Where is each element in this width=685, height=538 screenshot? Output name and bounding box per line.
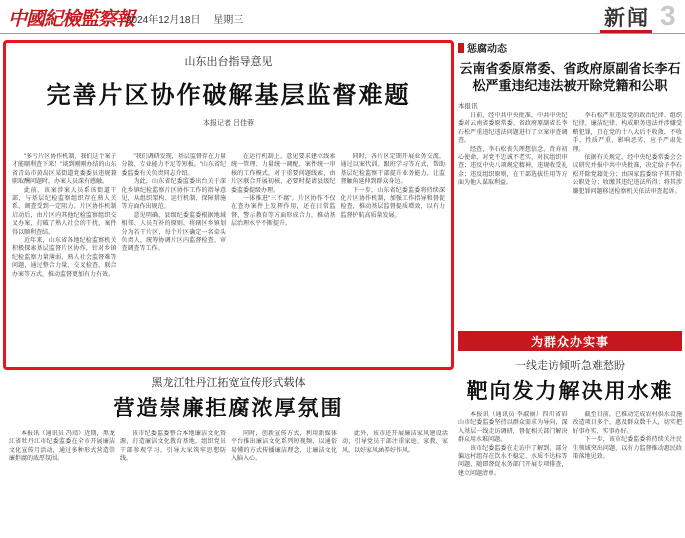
article-column <box>12 153 117 363</box>
article-byline: 本报记者 吕佳蓉 <box>203 120 254 127</box>
paragraph: 为此，山东省纪委监委出台关于深化乡镇纪检监察片区协作工作的指导意见，从组织架构、运行机制、保障措施等方面作出规范。 <box>121 179 226 211</box>
article-column <box>573 411 683 538</box>
article-column <box>458 411 568 538</box>
column-tag <box>458 40 682 55</box>
issue-date <box>126 11 253 26</box>
article-byline: 本报讯 <box>458 103 478 110</box>
masthead <box>0 0 685 34</box>
paragraph: 本报讯（通讯员 李淑丽）四川省眉山市纪委监委坚持以群众需求为导向，深入基层一线走访调研，督促相关部门解决群众用水难问题。 <box>458 412 568 444</box>
newspaper-logo: 中國紀檢監察報 <box>8 8 135 30</box>
paragraph: 该市纪委监委整合本地廉洁文化资源，打造廉洁文化教育基地，组织党员干部参观学习，引导大家筑牢思想防线。 <box>120 431 226 463</box>
article-headline: 完善片区协作破解基层监督难题 <box>46 80 411 109</box>
paragraph: 下一步，该市纪委监委将持续关注民生领域突出问题，以有力监督推动惠民政策落地见效。 <box>572 437 682 461</box>
article-column <box>342 430 448 538</box>
paragraph: "我们调研发现，基层监督存在力量分散、专业能力不足等短板。"山东省纪委监委有关负责同志介绍。 <box>121 154 226 177</box>
article-body <box>458 112 682 282</box>
article-column <box>341 153 446 363</box>
section-title: 新闻 <box>604 5 650 30</box>
paragraph: 该市纪委监委在走访中了解到，部分偏远村组存在饮水不稳定、水质不达标等问题，随即督促水务部门开展专项排查，建立问题清单。 <box>458 445 568 477</box>
article-body <box>12 153 445 363</box>
article-headline: 营造崇廉拒腐浓厚氛围 <box>113 395 344 420</box>
paragraph: 近年来，山东省各地纪检监察机关积极探索基层监督片区协作，针对乡镇纪检监察力量薄弱、熟人社会监督难等问题，通过整合力量、交叉检查、联合办案等方式，推动监督更加有力有效。 <box>12 238 117 278</box>
paragraph: 依据有关规定，经中央纪委常委会会议研究并报中共中央批准，决定给予李石松开除党籍处分；由国家监委给予其开除公职处分；收缴其违纪违法所得；将其涉嫌犯罪问题移送检察机关依法审查起诉。 <box>572 155 682 195</box>
paragraph: 在运行机制上，意见要求建立线索统一管理、力量统一调配、案件统一审核的工作模式。对于重要问题线索，由片区联合开展初核，必要时提请县级纪委监委提级办理。 <box>231 154 336 194</box>
paragraph: 下一步，山东省纪委监委将持续深化片区协作机制，加强工作指导和督促检查，推动基层监督提质增效，以有力监督护航高质量发展。 <box>340 187 445 219</box>
paragraph: 日前，经中共中央批准，中共中央纪委对云南省委原常委、省政府原副省长李石松严重违纪违法问题进行了立案审查调查。 <box>458 113 568 145</box>
paragraph: 李石松严重违反党的政治纪律、组织纪律、廉洁纪律，构成职务违法并涉嫌受贿犯罪，且在党的十八大后不收敛、不收手，性质严重，影响恶劣，应予严肃处理。 <box>572 113 682 153</box>
article-column <box>231 430 337 538</box>
article-kicker: 一线走访倾听急难愁盼 <box>515 359 625 372</box>
article-column <box>458 112 568 282</box>
article-body <box>458 411 682 538</box>
paragraph: 此前，该案涉案人员系该街道干部，与基层纪检监察组织存在熟人关系，调查受到一定阻力。片区协作机制启动后，由片区内其他纪检监察组织交叉办案，打破了熟人社会的干扰，案件得以顺利查结。 <box>12 187 117 236</box>
article-column <box>122 153 227 363</box>
date-text: 2024年12月18日 <box>126 15 201 26</box>
article-kicker: 黑龙江牡丹江拓宽宣传形式载体 <box>151 376 306 389</box>
paragraph: 同时，创新宣传方式，利用新媒体平台推出廉洁文化系列短视频，以通俗易懂的方式传播廉洁理念，让廉洁文化入脑入心。 <box>231 431 337 463</box>
article-headline: 靶向发力解决用水难 <box>466 378 674 403</box>
paragraph: 经查，李石松丧失理想信念，背弃初心使命，对党不忠诚不老实，对抗组织审查；违反中央八项规定精神，违规收受礼金；违反组织原则，在干部选拔任用等方面为他人谋取利益。 <box>458 146 568 187</box>
article-column <box>573 112 683 282</box>
right-article-discipline[interactable] <box>458 40 682 282</box>
page-number: 3 <box>660 0 676 31</box>
weekday-text: 星期三 <box>213 15 244 26</box>
highlighted-article[interactable] <box>3 40 454 370</box>
paragraph: 一体推进"三不腐"。片区协作不仅在查办案件上发挥作用，还在日常监督、警示教育等方面形成合力，推动基层治理水平不断提升。 <box>231 196 336 228</box>
paragraph: 意见明确，县级纪委监委根据地域相邻、人员互补的原则，将辖区乡镇划分为若干片区，每个片区确定一名牵头负责人，统筹协调片区内监督检查、审查调查等工作。 <box>121 212 226 253</box>
paragraph: 截至目前，已推动完成农村供水设施改造项目多个，惠及群众数千人，切实把好事办实、实事办好。 <box>572 412 682 435</box>
article-column <box>9 430 115 538</box>
article-kicker: 山东出台指导意见 <box>184 56 273 68</box>
masthead-rule <box>0 33 685 34</box>
tag-label: 惩腐动态 <box>467 44 507 55</box>
paragraph: 同时，各片区定期开展业务交流，通过以案代训、跟班学习等方式，帮助基层纪检监察干部提升业务能力，让监督触角延伸到群众身边。 <box>340 154 445 186</box>
article-column <box>231 153 336 363</box>
paragraph: "多亏片区协作机制，我们这个案子才能顺利查下来！"谈到刚刚办结的山东省青岛市黄岛区某街道党委委员违规兼职取酬问题时，办案人员深有感触。 <box>12 154 117 186</box>
article-body <box>3 430 454 538</box>
bottom-article[interactable] <box>3 374 454 538</box>
article-column <box>120 430 226 538</box>
column-banner: 为群众办实事 <box>458 331 682 351</box>
article-headline: 云南省委原常委、省政府原副省长李石松严重违纪违法被开除党籍和公职 <box>459 62 681 94</box>
right-article-water[interactable] <box>458 357 682 538</box>
tag-marker-icon <box>458 43 464 53</box>
paragraph: 此外，该市还开展廉洁家风建设活动，引导党员干部注重家庭、家教、家风，以好家风涵养好作风。 <box>342 431 448 454</box>
paragraph: 本报讯（通讯员 冯靖）近期，黑龙江省牡丹江市纪委监委在全市开展廉洁文化宣传月活动，通过多种形式营造崇廉拒腐的浓厚氛围。 <box>9 431 115 463</box>
